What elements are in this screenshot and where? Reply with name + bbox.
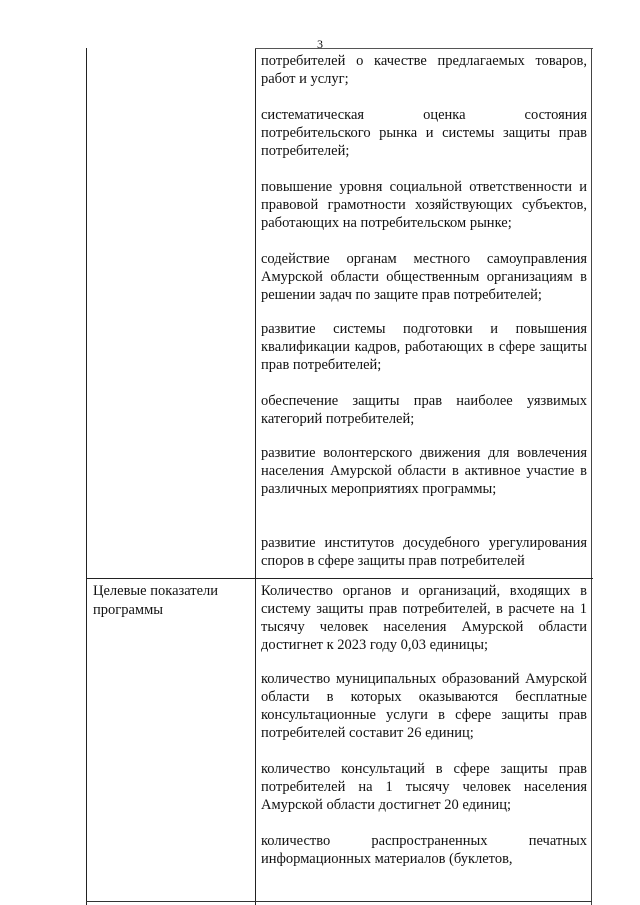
goal-item: содействие органам местного самоуправления Амурской области общественным организациям в решении задач по защите прав потребителей;: [261, 251, 587, 303]
goal-item: развитие волонтерского движения для вовлечения населения Амурской области в активное участие в различных мероприятиях программы;: [261, 445, 587, 497]
row-separator: [87, 578, 593, 579]
goal-item: систематическая оценка состояния потребительского рынка и системы защиты прав потребителей;: [261, 107, 587, 159]
target-item: количество распространенных печатных информационных материалов (буклетов,: [261, 833, 587, 867]
table-right-border: [591, 48, 592, 905]
program-passport-table: [86, 48, 593, 905]
target-item: количество муниципальных образований Амурской области в которых оказываются бесплатные консультационные услуги в сфере защиты прав потребителей составит 26 единиц;: [261, 671, 587, 741]
target-item: Количество органов и организаций, входящих в систему защиты прав потребителей, в расчете на 1 тысячу человек населения Амурской области достигнет к 2023 году 0,03 единицы;: [261, 583, 587, 653]
targets-label: Целевые показатели программы: [93, 583, 219, 618]
table-top-border: [255, 48, 593, 49]
goal-item: развитие системы подготовки и повышения квалификации кадров, работающих в сфере защиты прав потребителей;: [261, 321, 587, 373]
goal-item: развитие институтов досудебного урегулирования споров в сфере защиты прав потребителей: [261, 535, 587, 569]
goal-item: повышение уровня социальной ответственности и правовой грамотности хозяйствующих субъектов, работающих на потребительском рынке;: [261, 179, 587, 231]
column-divider: [255, 48, 256, 905]
goal-item: обеспечение защиты прав наиболее уязвимых категорий потребителей;: [261, 393, 587, 427]
target-item: количество консультаций в сфере защиты прав потребителей на 1 тысячу человек населения Амурской области достигнет 20 единиц;: [261, 761, 587, 813]
goal-item: потребителей о качестве предлагаемых товаров, работ и услуг;: [261, 53, 587, 87]
page-bottom-rule: [86, 901, 592, 902]
page-number: 3: [317, 37, 323, 51]
